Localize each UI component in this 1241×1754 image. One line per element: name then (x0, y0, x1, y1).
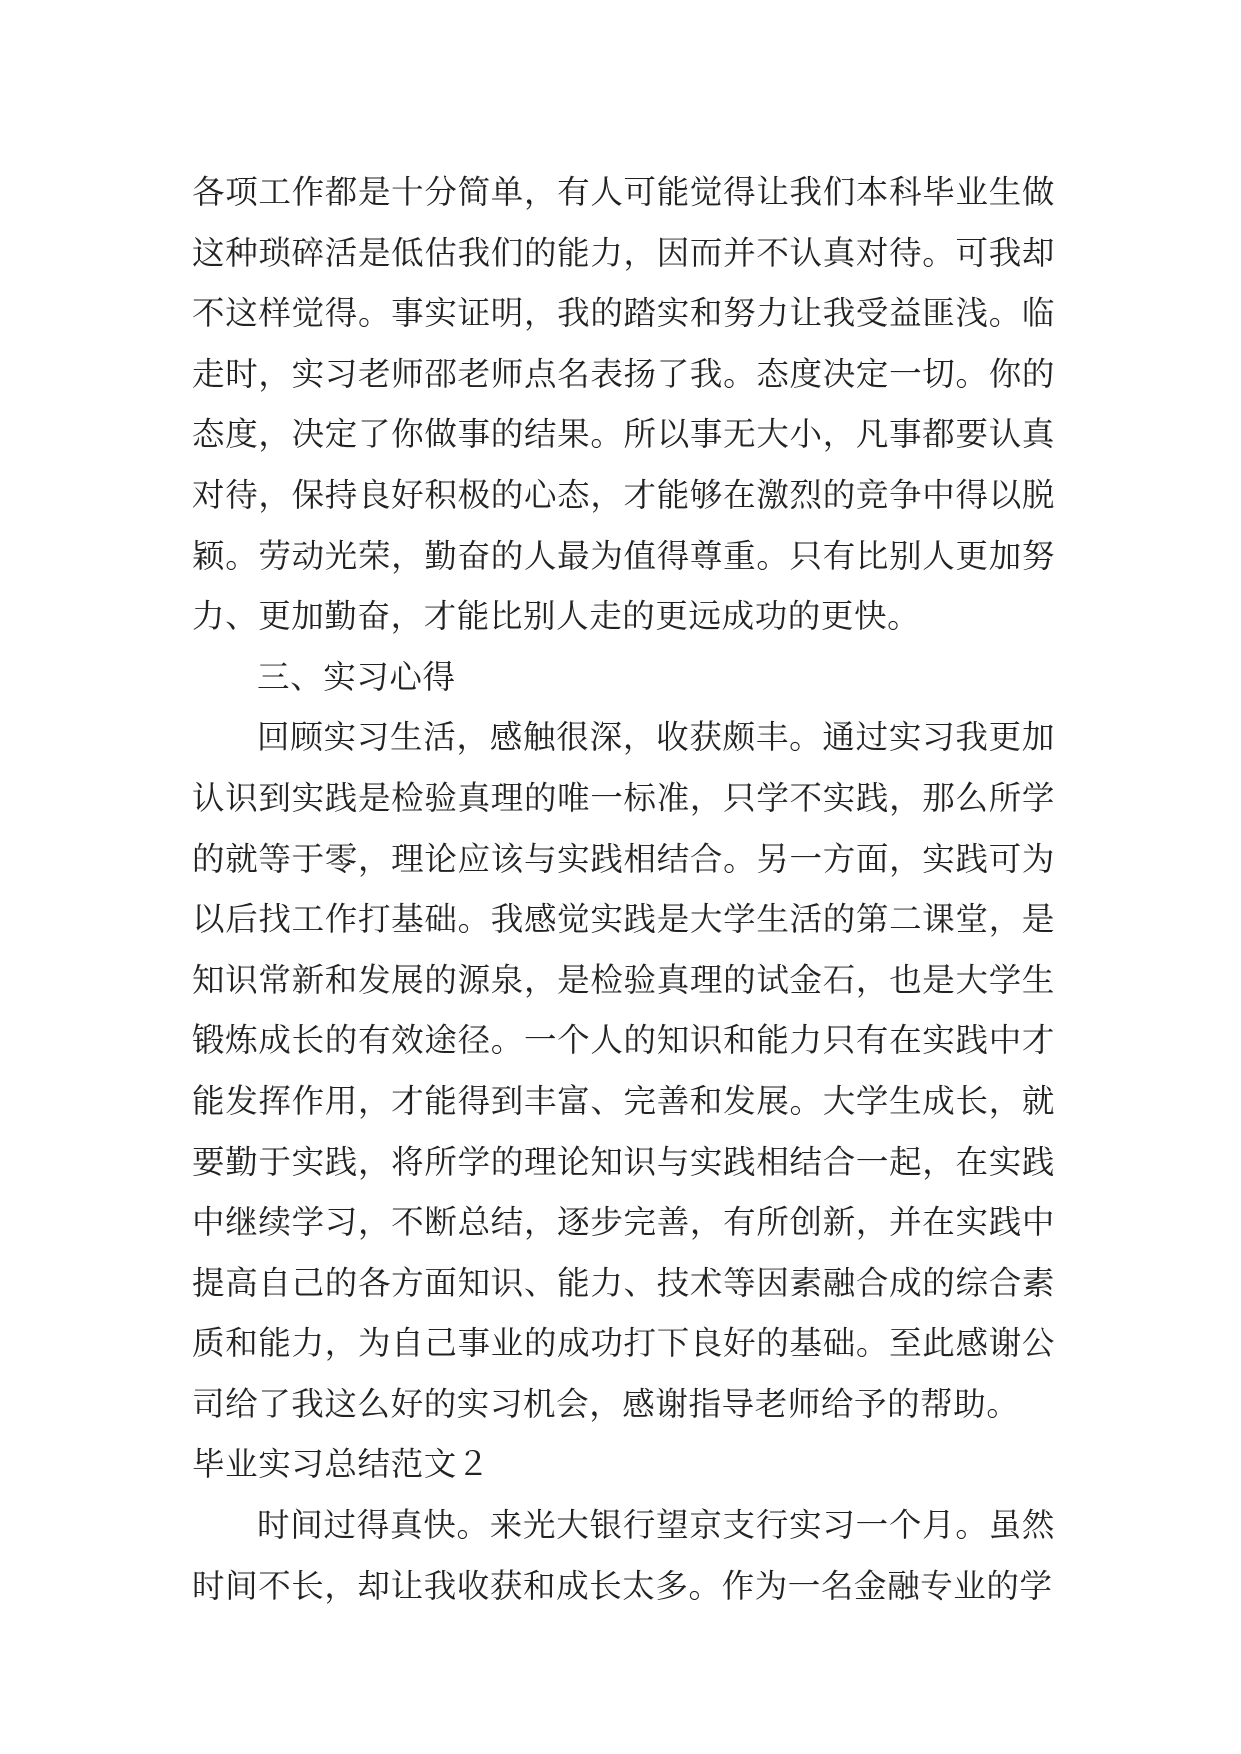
document-body (192, 162, 1055, 1616)
paragraph-work-attitude: 各项工作都是十分简单，有人可能觉得让我们本科毕业生做这种琐碎活是低估我们的能力，因而并不认真对待。可我却不这样觉得。事实证明，我的踏实和努力让我受益匪浅。临走时，实习老师邵老师点名表扬了我。态度决定一切。你的态度，决定了你做事的结果。所以事无大小，凡事都要认真对待，保持良好积极的心态，才能够在激烈的竞争中得以脱颖。劳动光荣，勤奋的人最为值得尊重。只有比别人更加努力、更加勤奋，才能比别人走的更远成功的更快。 (192, 173, 1055, 636)
paragraph-internship-insights: 回顾实习生活，感触很深，收获颇丰。通过实习我更加认识到实践是检验真理的唯一标准，只学不实践，那么所学的就等于零，理论应该与实践相结合。另一方面，实践可为以后找工作打基础。我感觉实践是大学生活的第二课堂，是知识常新和发展的源泉，是检验真理的试金石，也是大学生锻炼成长的有效途径。一个人的知识和能力只有在实践中才能发挥作用，才能得到丰富、完善和发展。大学生成长，就要勤于实践，将所学的理论知识与实践相结合一起，在实践中继续学习，不断总结，逐步完善，有所创新，并在实践中提高自己的各方面知识、能力、技术等因素融合成的综合素质和能力，为自己事业的成功打下良好的基础。至此感谢公司给了我这么好的实习机会，感谢指导老师给予的帮助。 (192, 718, 1055, 1423)
section-heading-internship-insights: 三、实习心得 (257, 657, 456, 696)
paragraph-essay-2-intro: 时间过得真快。来光大银行望京支行实习一个月。虽然时间不长，却让我收获和成长太多。作为一名金融专业的学 (192, 1506, 1055, 1605)
essay-title-2: 毕业实习总结范文２ (192, 1445, 490, 1484)
